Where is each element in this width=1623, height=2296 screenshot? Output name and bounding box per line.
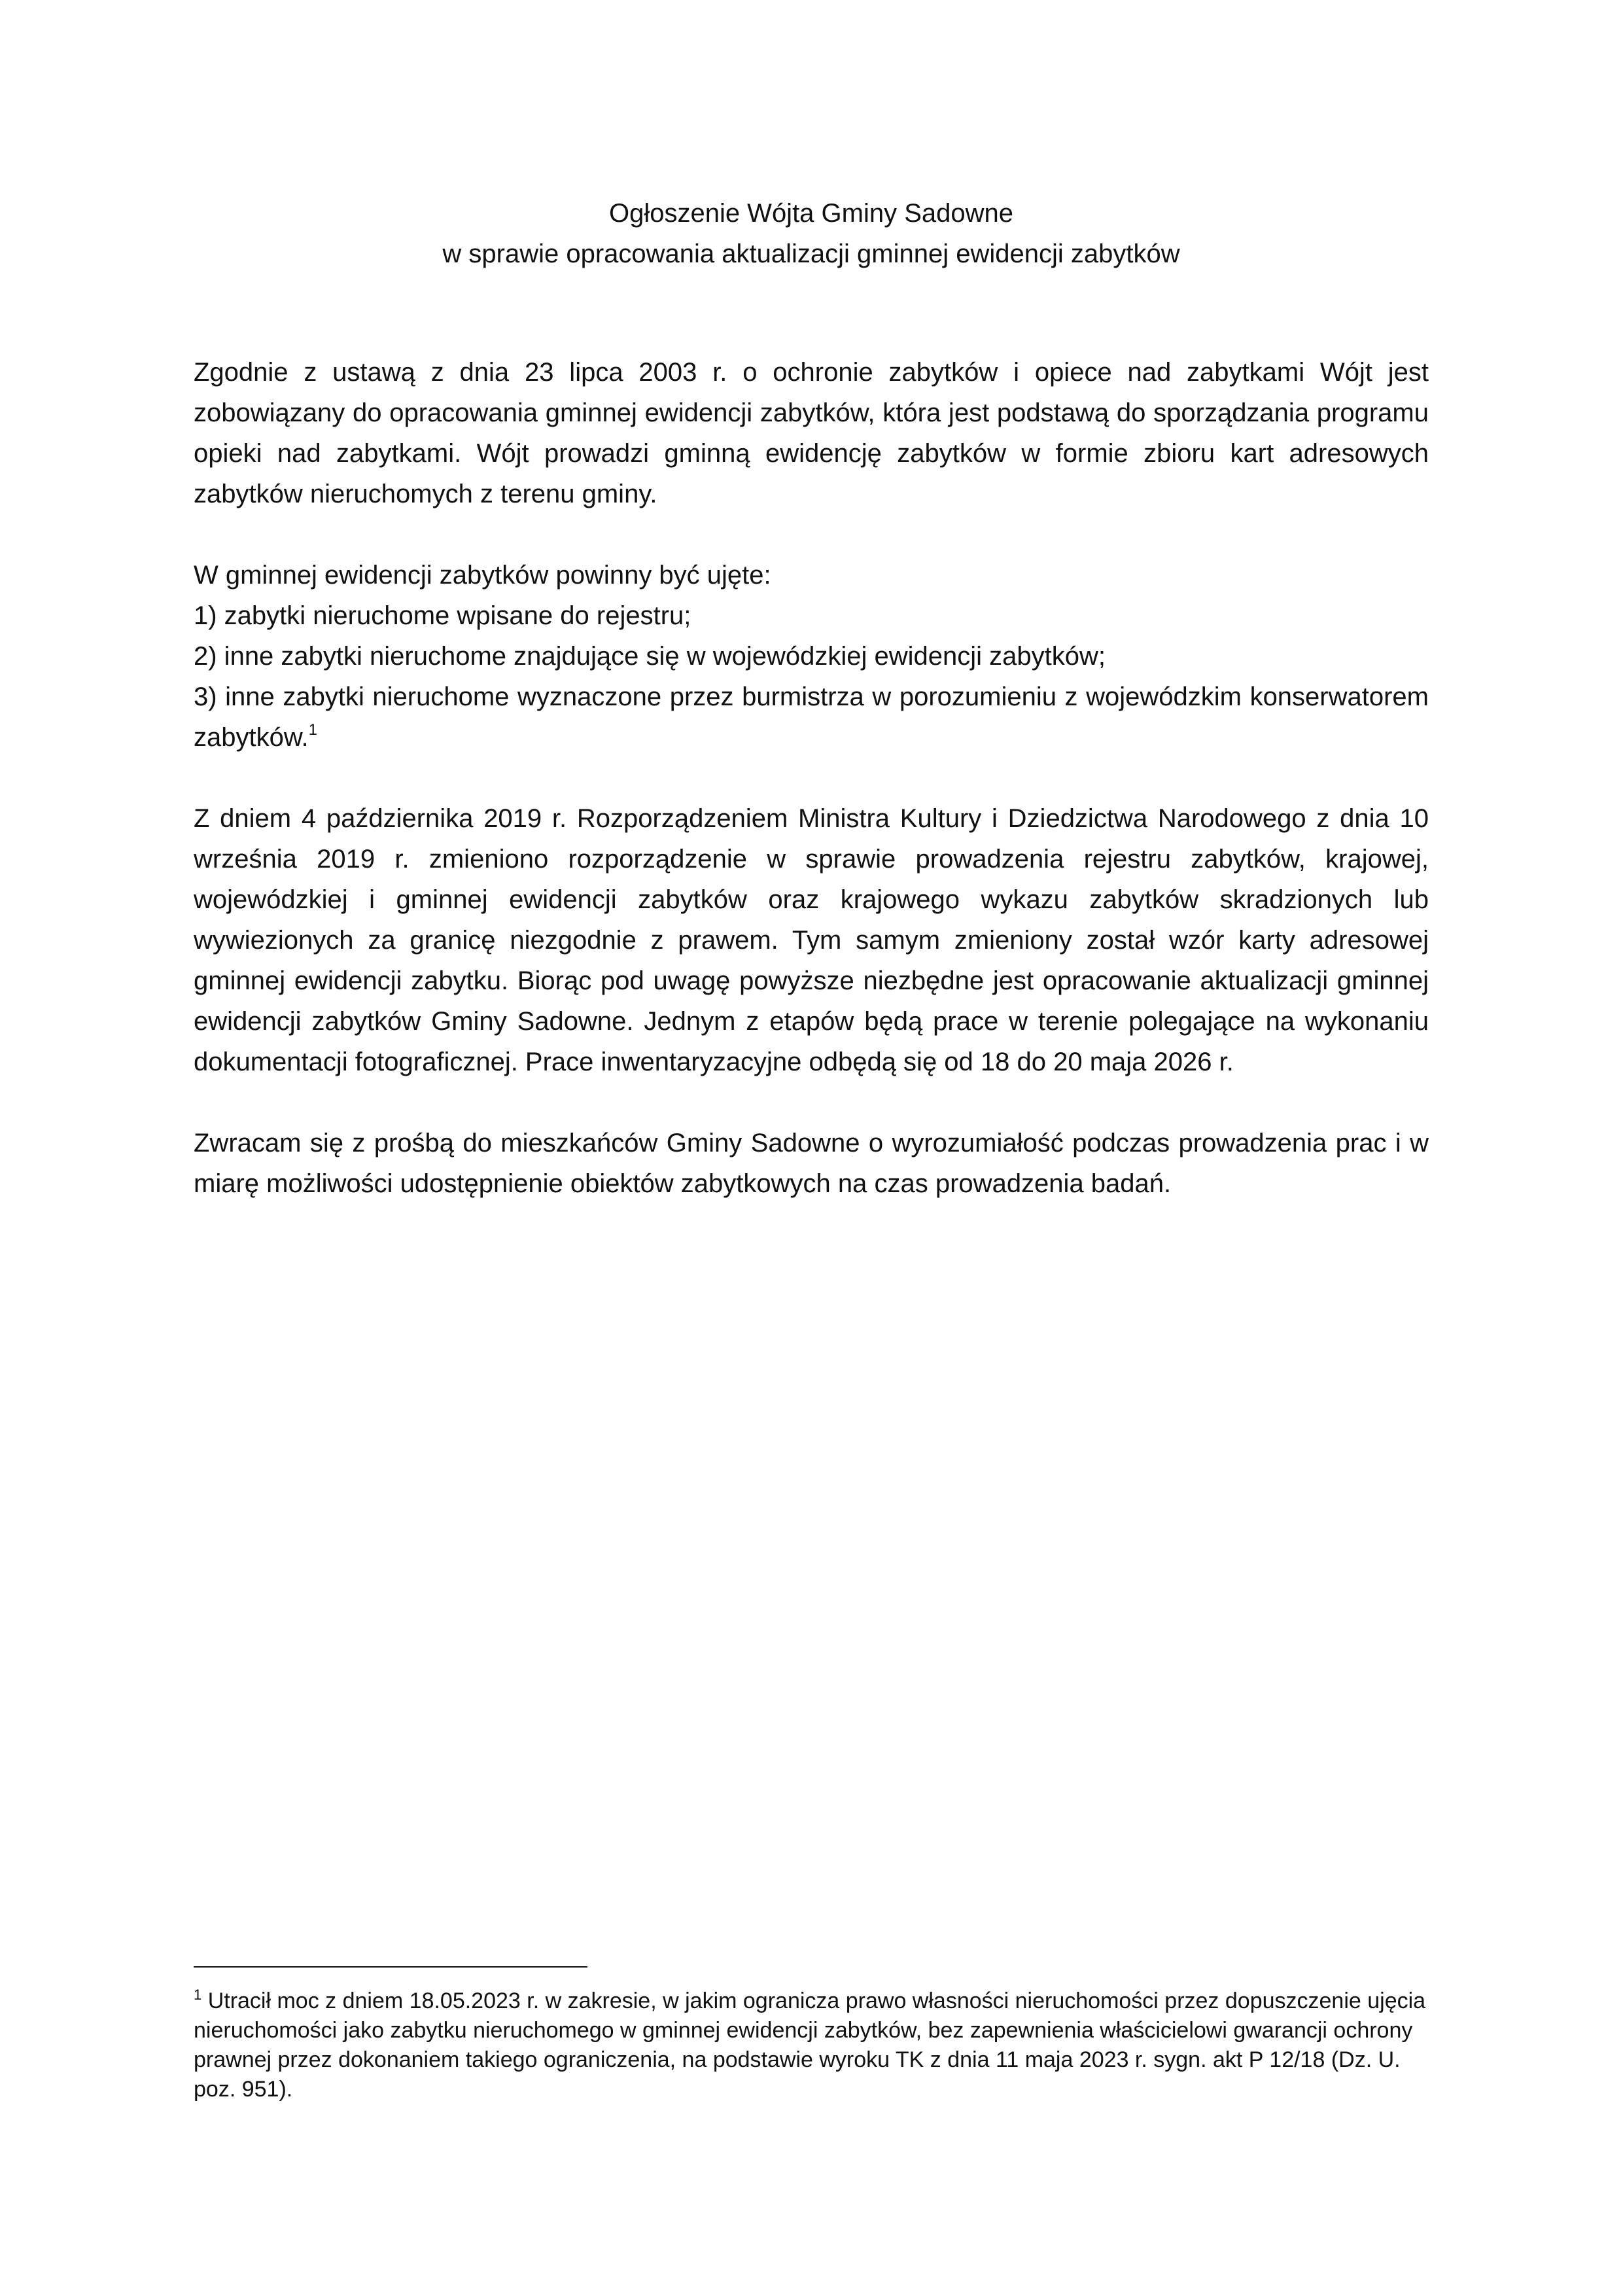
register-list-intro: W gminnej ewidencji zabytków powinny być ujęte: [194, 561, 771, 590]
register-list [194, 555, 1429, 758]
footnote-text: Utracił moc z dniem 18.05.2023 r. w zakresie, w jakim ogranicza prawo własności nieruchomości przez dopuszczenie ujęcia nieruchomości jako zabytku nieruchomego w gminnej ewidencji zabytków, bez zapewnienia właścicielowi gwarancji ochrony prawnej przez dokonaniem takiego ograniczenia, na podstawie wyroku TK z dnia 11 maja 2023 r. sygn. akt P 12/18 (Dz. U. poz. 951). [194, 1988, 1426, 2102]
list-item-3-text: 3) inne zabytki nieruchome wyznaczone przez burmistrza w porozumieniu z wojewódzkim konserwatorem zabytków. [194, 682, 1429, 752]
list-item-3 [194, 677, 1429, 758]
footnote-separator [194, 1966, 587, 1968]
title-line-2: w sprawie opracowania aktualizacji gminnej ewidencji zabytków [442, 239, 1180, 268]
paragraph-request: Zwracam się z prośbą do mieszkańców Gminy Sadowne o wyrozumiałość podczas prowadzenia prac i w miarę możliwości udostępnienie obiektów zabytkowych na czas prowadzenia badań. [194, 1129, 1429, 1198]
title-line-1: Ogłoszenie Wójta Gminy Sadowne [608, 199, 1014, 228]
paragraph-regulation-change: Z dniem 4 października 2019 r. Rozporządzeniem Ministra Kultury i Dziedzictwa Narodowego z dnia 10 września 2019 r. zmieniono rozporządzenie w sprawie prowadzenia rejestru zabytków, krajowej, wojewódzkiej i gminnej ewidencji zabytków oraz krajowego wykazu zabytków skradzionych lub wywiezionych za granicę niezgodnie z prawem. Tym samym zmieniony został wzór karty adresowej gminnej ewidencji zabytku. Biorąc pod uwagę powyższe niezbędne jest opracowanie aktualizacji gminnej ewidencji zabytków Gminy Sadowne. Jednym z etapów będą prace w terenie polegające na wykonaniu dokumentacji fotograficznej. Prace inwentaryzacyjne odbędą się od 18 do 20 maja 2026 r. [194, 804, 1429, 1076]
list-item-2: 2) inne zabytki nieruchome znajdujące się w wojewódzkiej ewidencji zabytków; [194, 642, 1106, 671]
list-item-1: 1) zabytki nieruchome wpisane do rejestru; [194, 601, 691, 630]
paragraph-legal-basis: Zgodnie z ustawą z dnia 23 lipca 2003 r. o ochronie zabytków i opiece nad zabytkami Wójt jest zobowiązany do opracowania gminnej ewidencji zabytków, która jest podstawą do sporządzania programu opieki nad zabytkami. Wójt prowadzi gminną ewidencję zabytków w formie zbioru kart adresowych zabytków nieruchomych z terenu gminy. [194, 358, 1429, 508]
footnote [194, 1987, 1429, 2104]
document-title [196, 193, 1426, 274]
document-body [194, 352, 1429, 1204]
footnote-marker: 1 [194, 1987, 202, 2003]
footnote-reference[interactable]: 1 [308, 721, 318, 739]
